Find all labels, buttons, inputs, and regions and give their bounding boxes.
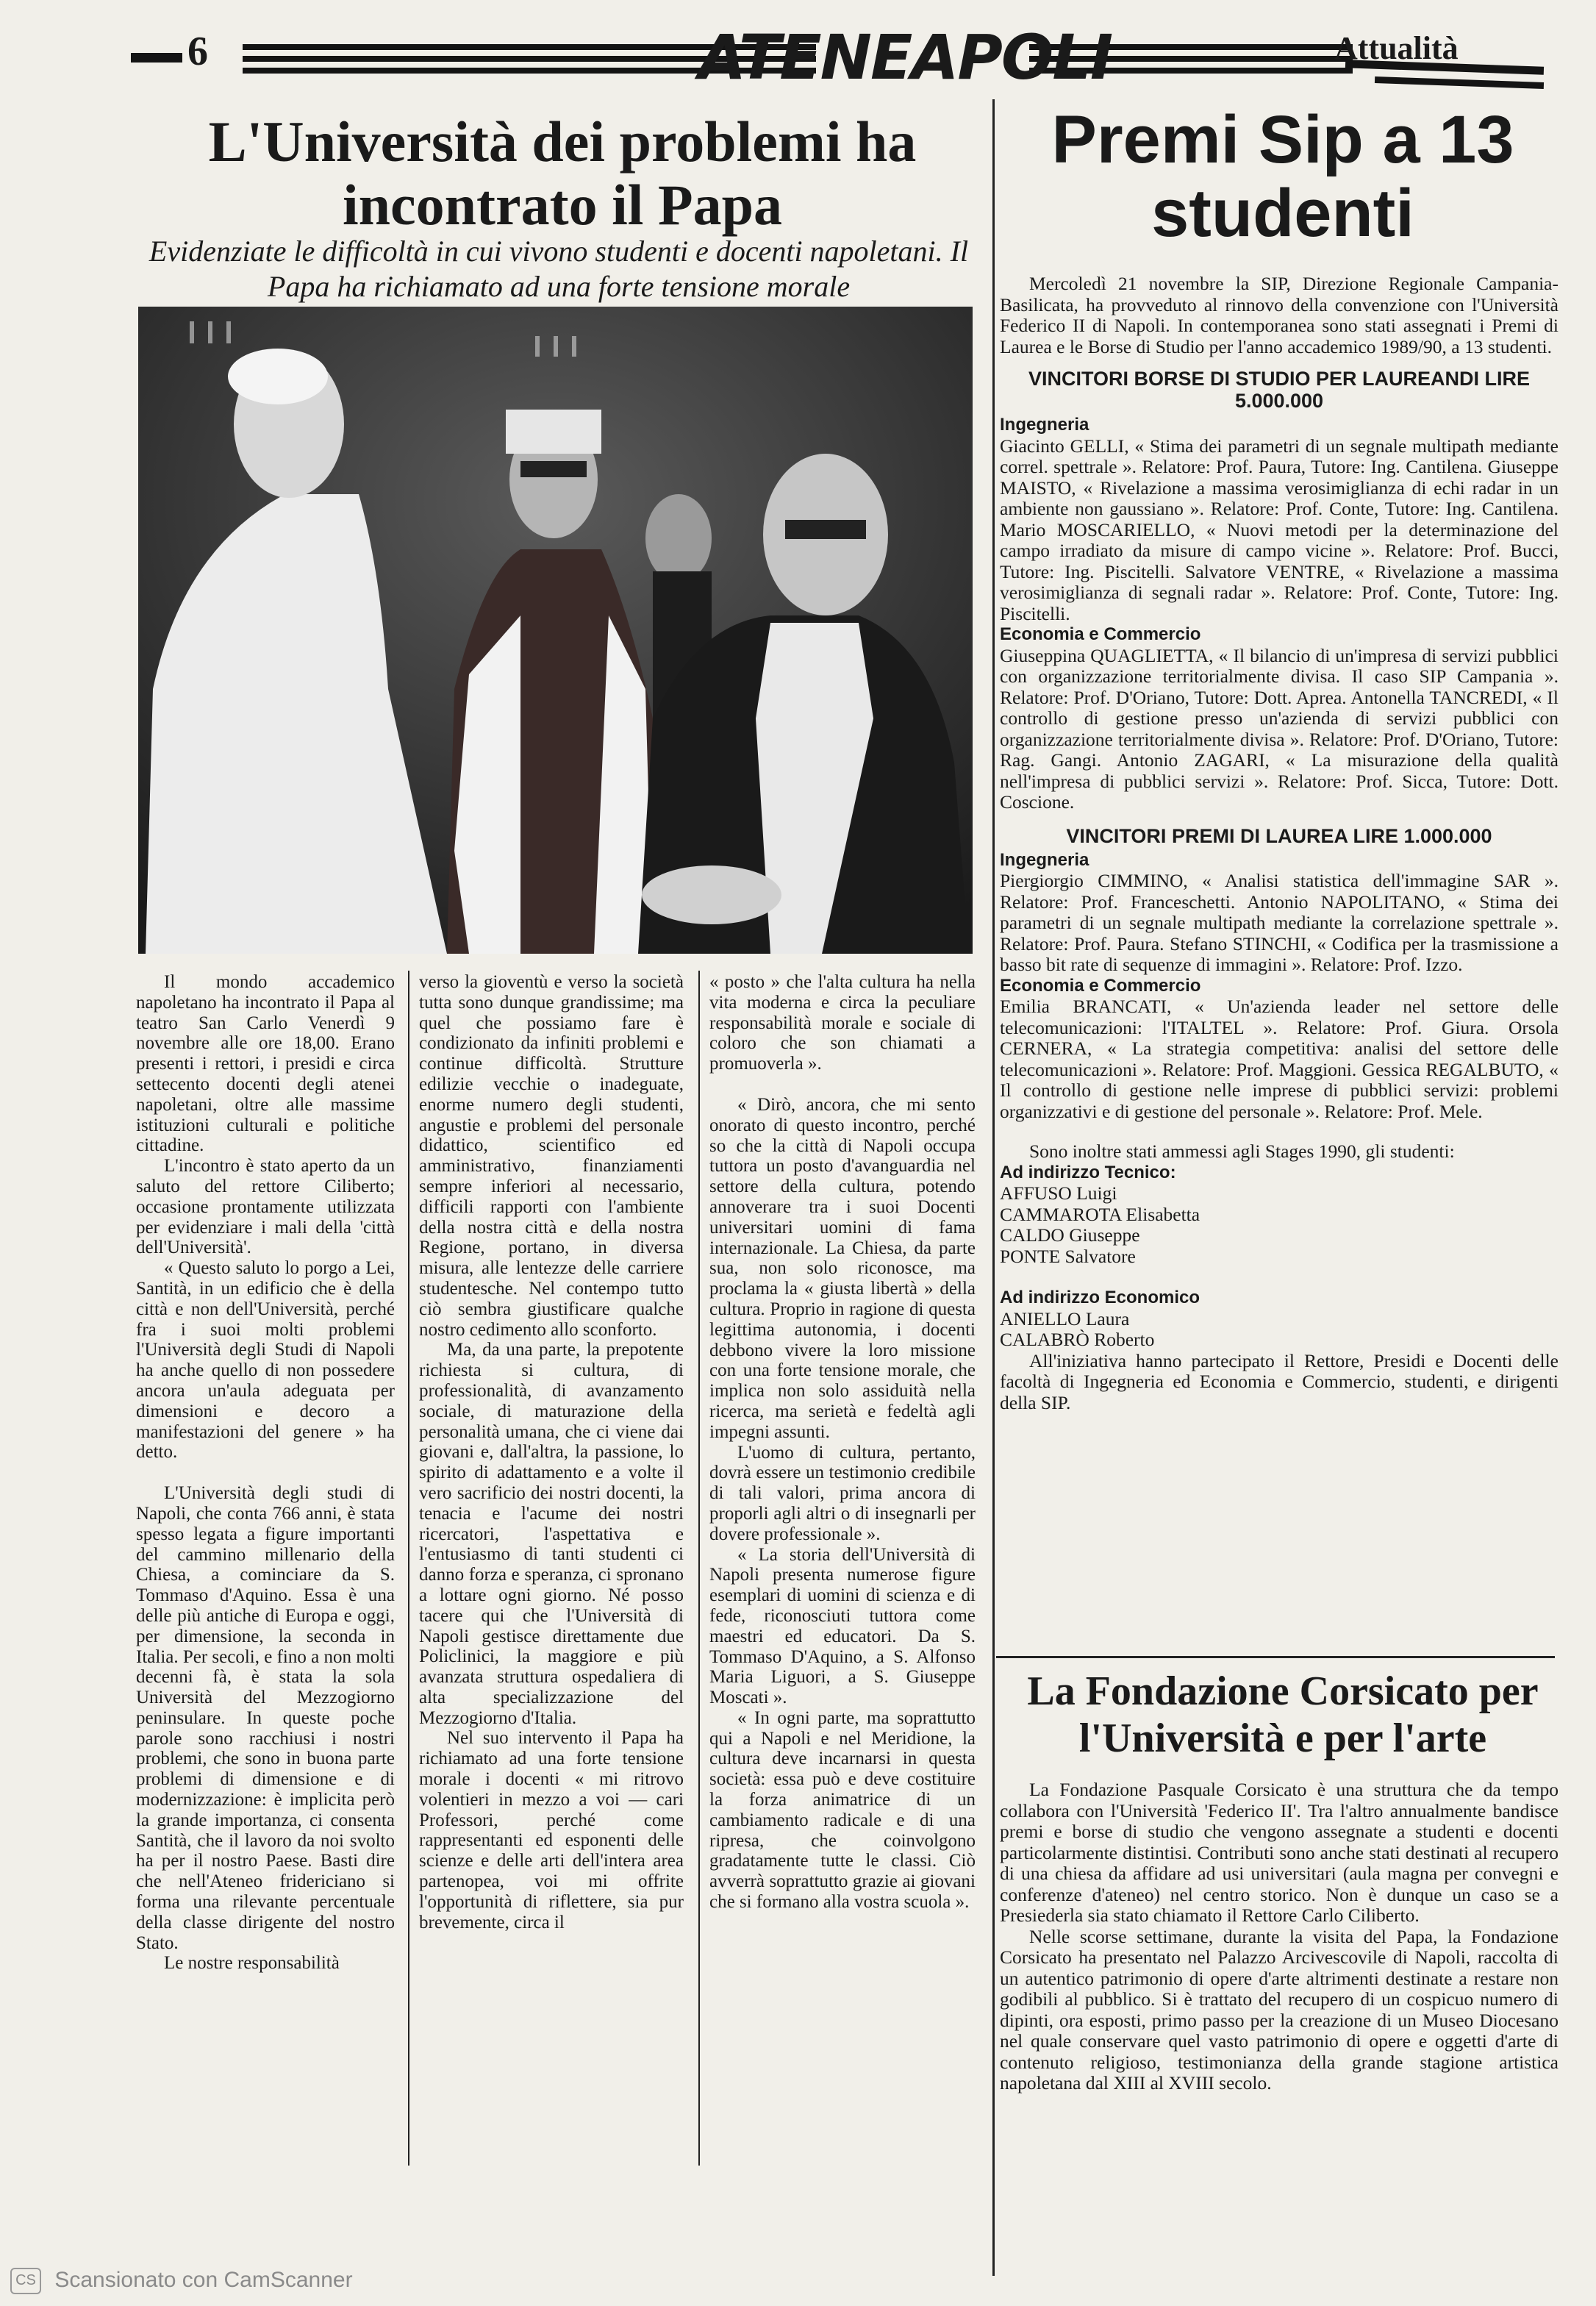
stages-tech-label: Ad indirizzo Tecnico: — [1000, 1162, 1176, 1182]
column-divider-1 — [408, 971, 409, 2166]
paragraph: L'uomo di cultura, pertanto, dovrà essere un testimonio credibile di tali valori, prima ancora di proporli agli altri o di insegnarli per dovere professionale ». — [709, 1442, 976, 1544]
stages-tech-name: CALDO Giuseppe — [1000, 1224, 1140, 1246]
paragraph: verso la gioventù e verso la società tutta sono dunque grandissime; ma quel che possiamo fare è condizionato da infiniti problemi e continue difficoltà. Strutture edilizie vecchie o inadeguate, enorme numero degli studenti, angustie e problemi del personale didattico, scientifico ed amministrativo, finanziamenti sempre inferiori al necessario, difficili rapporti con l'ambiente della nostra città e della nostra Regione, portano, in diversa misura, alle lentezze delle carriere studentesche. Nel contempo tutto ciò sembra giustificare qualche nostro cedimento allo sconforto. — [419, 972, 684, 1340]
sip-intro: Mercoledì 21 novembre la SIP, Direzione Regionale Campania-Basilicata, ha provveduto al rinnovo della convenzione con l'Università Federico II di Napoli. In contemporanea sono stati assegnati i Premi di Laurea e le Borse di Studio per l'anno accademico 1989/90, a 13 studenti. — [1000, 273, 1559, 357]
pope-meeting-photo — [138, 307, 973, 954]
paragraph: Ma, da una parte, la prepotente richiesta si cultura, di professionalità, di avanzamento sociale, di maturazione della personalità umana, che ci viene dai giovani e, dall'altra, la passione, lo spirito di adattamento e a volte il vero sacrificio dei nostri docenti, la tenacia e l'acume dei nostri ricercatori, l'aspettativa e l'entusiasmo di tanti studenti ci danno forza e speranza, ci spronano a lottare ogni giorno. Né posso tacere qui che l'Università di Napoli gestisce direttamente due Policlinici, la maggiore e più avanzata struttura ospedaliera di alta specializzazione del Mezzogiorno d'Italia. — [419, 1340, 684, 1728]
left-article-col-3 — [709, 972, 976, 1913]
paragraph: Le nostre responsabilità — [164, 1953, 340, 1974]
stages-tech-name: PONTE Salvatore — [1000, 1245, 1136, 1267]
left-article-col-1 — [136, 972, 395, 1974]
stages-eco-name: ANIELLO Laura — [1000, 1307, 1130, 1329]
stages-tech-name: CAMMAROTA Elisabetta — [1000, 1203, 1200, 1225]
sip-article — [1000, 274, 1559, 1413]
sip-headline: Premi Sip a 13 studenti — [1051, 102, 1514, 251]
premi-category-economics: Economia e Commercio — [1000, 975, 1201, 996]
paragraph: L'incontro è stato aperto da un saluto del rettore Ciliberto; occasione prontamente utilizzata per evidenziare i mali della 'città dell'Università'. — [136, 1156, 395, 1258]
borse-engineering-list: Giacinto GELLI, « Stima dei parametri di un segnale multipath mediante correl. spettrale ». Relatore: Prof. Paura, Tutore: Ing. Cantilena. Giuseppe MAISTO, « Rivelazione a massima verosimiglianza di echi radar in un ambiente non gaussiano ». Relatore: Prof. Conte, Tutore: Ing. Cantilena. Mario MOSCARIELLO, « Nuovi metodi per la determinazione del campo irradiato da misure di campo vicine ». Relatore: Prof. Bucci, Tutore: Ing. Piscitelli. Salvatore VENTRE, « Rivelazione a massima verosimiglianza di segnali radar ». Relatore: Prof. Conte, Tutore: Ing. Piscitelli. — [1000, 435, 1559, 624]
scanner-text: Scansionato con CamScanner — [54, 2268, 353, 2292]
paragraph: Nel suo intervento il Papa ha richiamato ad una forte tensione morale i docenti « mi ritrovo volentieri in mezzo a voi — cari Professori, perché come rappresentanti ed esponenti delle scienze e delle arti dell'intera area partenopea, voi mi offrite l'opportunità di riflettere, sia pur brevemente, circa il — [419, 1728, 684, 1932]
left-article-col-2 — [419, 972, 684, 1932]
sip-closing: All'iniziativa hanno partecipato il Rettore, Presidi e Docenti delle facoltà di Ingegneria ed Economia e Commercio, studenti, e dirigenti della SIP. — [1000, 1349, 1559, 1413]
stages-tech-name: AFFUSO Luigi — [1000, 1182, 1117, 1204]
paragraph: Nelle scorse settimane, durante la visita del Papa, la Fondazione Corsicato ha presentato nel Palazzo Arcivescovile di Napoli, raccolta di un autentico patrimonio di opere d'arte altrimenti destinate a restare non godibili al pubblico. Si è trattato del recupero di un cospicuo numero di dipinti, ora esposti, primo passo per la creazione di un Museo Diocesano nel quale conservare quel vasto patrimonio di opere e oggetti d'arte di contenuto religioso, testimonianza della grande stagione artistica napoletana dal XIII al XVIII secolo. — [1000, 1925, 1559, 2093]
paragraph: « Dirò, ancora, che mi sento onorato di questo incontro, perché so che la città di Napoli occupa tuttora un posto d'avanguardia nel settore della cultura, potendo annoverare tra i suoi Docenti universitari uomini di fama internazionale. La Chiesa, da parte sua, non solo riconosce, ma proclama la « giusta libertà » della cultura. Proprio in ragione di questa legittima autonomia, i docenti debbono vivere la loro missione con una forte tensione morale, che implica non solo assiduità nella ricerca, ma serietà e fedeltà agli impegni assunti. — [709, 1094, 976, 1442]
stages-intro: Sono inoltre stati ammessi agli Stages 1990, gli studenti: — [1029, 1140, 1455, 1162]
article-headline: L'Università dei problemi ha incontrato il Papa — [208, 110, 917, 237]
premi-category-engineering: Ingegneria — [1000, 849, 1089, 870]
corsicato-headline: La Fondazione Corsicato per l'Università e per l'arte — [1027, 1668, 1539, 1761]
premi-economics-list: Emilia BRANCATI, « Un'azienda leader nel settore delle telecomunicazioni: l'ITALTEL ». Relatore: Prof. Giura. Orsola CERNERA, « La strategia competitiva: analisi del settore delle telecomunicazioni ». Relatore: Prof. Maggioni. Gessica REGALBUTO, « Il controllo di gestione nelle imprese di pubblici servizi: problemi organizzativi e di gestione del personale ». Relatore: Prof. Mele. — [1000, 996, 1559, 1122]
corsicato-article — [1000, 1780, 1559, 2094]
scanner-watermark — [10, 2268, 353, 2294]
camscanner-logo: CS — [10, 2268, 41, 2294]
section-label: Attualità — [1334, 30, 1459, 66]
premi-engineering-list: Piergiorgio CIMMINO, « Analisi statistica dell'immagine SAR ». Relatore: Prof. Franceschetti. Antonio NAPOLITANO, « Stima dei parametri di un segnale multipath mediante la correlazione spettrale ». Relatore: Prof. Paura. Stefano STINCHI, « Codifica per la trasmissione a basso bit rate di sequenze di immagini ». Relatore: Prof. Izzo. — [1000, 870, 1559, 975]
paragraph: L'Università degli studi di Napoli, che conta 766 anni, è stata spesso legata a figure importanti del cammino millenario della Chiesa, a cominciare da S. Tommaso d'Aquino. Essa è una delle più antiche di Europa e oggi, per dimensione, la seconda in Italia. Per secoli, e fino a non molti decenni fà, è stata la sola Università del Mezzogiorno peninsulare. In queste poche parole sono racchiusi i nostri problemi, che sono in buona parte problemi di dimensione e di modernizzazione: è implicita però la grande importanza, ci consenta Santità, che il lavoro da noi svolto ha per il nostro Paese. Basti dire che nell'Ateneo fridericiano si forma una rilevante percentuale della classe dirigente del nostro Stato. — [136, 1483, 395, 1953]
paragraph: La Fondazione Pasquale Corsicato è una struttura che da tempo collabora con l'Università 'Federico II'. Tra l'altro annualmente bandisce premi e borse di studio che vengono assegnate a studenti e docenti particolarmente distintisi. Contributi sono anche stati destinati al recupero di una chiesa da affidare ad usi universitari (aula magna per convegni e conferenze d'ateneo) nel centro storico. Non è dunque un caso se a Presiederla sia stato chiamato il Rettore Carlo Ciliberto. — [1000, 1779, 1559, 1926]
borse-economics-list: Giuseppina QUAGLIETTA, « Il bilancio di un'impresa di servizi pubblici con organizzazione territorialmente divisa. Il caso SIP Campania ». Relatore: Prof. D'Oriano, Tutore: Dott. Aprea. Antonella TANCREDI, « Il controllo di gestione presso un'azienda di servizi pubblici con organizzazione territorialmente divisa ». Relatore: Prof. D'Oriano, Tutore: Rag. Gangi. Antonio ZAGARI, « La misurazione della qualità nell'impresa di pubblici servizi ». Relatore: Prof. Sicca, Tutore: Dott. Coscione. — [1000, 644, 1559, 813]
premi-heading: VINCITORI PREMI DI LAUREA LIRE 1.000.000 — [1066, 824, 1492, 847]
right-section-divider — [996, 1656, 1555, 1658]
paragraph: « La storia dell'Università di Napoli presenta numerose figure esemplari di uomini di scienza e di fede, riconosciuti tuttora come maestri ed educatori. Da S. Tommaso D'Aquino, a S. Alfonso Maria Liguori, a S. Giuseppe Moscati ». — [709, 1544, 976, 1708]
article-deck: Evidenziate le difficoltà in cui vivono studenti e docenti napoletani. Il Papa ha richiamato ad una forte tensione morale — [148, 235, 969, 303]
paragraph: « In ogni parte, ma soprattutto qui a Napoli e nel Meridione, la cultura deve incarnarsi in questa società: essa può e deve costituire la forza animatrice di un cambiamento radicale e di una ripresa, che coinvolgono gradatamente tutte le classi. Ciò avverrà soprattutto grazie ai giovani che si formano alla vostra scuola ». — [709, 1707, 976, 1913]
paragraph: « Questo saluto lo porgo a Lei, Santità, in un edificio che è della città e non dell'Università, perché fra i suoi molti problemi l'Università degli Studi di Napoli ha anche quello di non possedere ancora un'aula adeguata per dimensioni e decoro a manifestazioni del genere » ha detto. — [136, 1258, 395, 1463]
stages-eco-label: Ad indirizzo Economico — [1000, 1288, 1200, 1307]
page-number: 6 — [187, 29, 208, 74]
main-column-divider — [992, 99, 995, 2276]
borse-category-economics: Economia e Commercio — [1000, 624, 1201, 644]
masthead-brand: ATENEAPOLI — [698, 21, 1112, 93]
paragraph: « posto » che l'alta cultura ha nella vita moderna e circa la peculiare responsabilità morale e sociale di coloro che son chiamati a promuoverla ». — [709, 972, 976, 1074]
column-divider-2 — [698, 971, 700, 2166]
paragraph: Il mondo accademico napoletano ha incontrato il Papa al teatro San Carlo Venerdì 9 novembre alle ore 18,00. Erano presenti i rettori, i presidi e circa settecento docenti degli atenei napoletani, oltre alle massime istituzioni culturali e politiche cittadine. — [136, 972, 395, 1156]
borse-category-engineering: Ingegneria — [1000, 415, 1089, 435]
borse-heading: VINCITORI BORSE DI STUDIO PER LAUREANDI LIRE 5.000.000 — [1028, 368, 1531, 412]
stages-eco-name: CALABRÒ Roberto — [1000, 1329, 1155, 1350]
